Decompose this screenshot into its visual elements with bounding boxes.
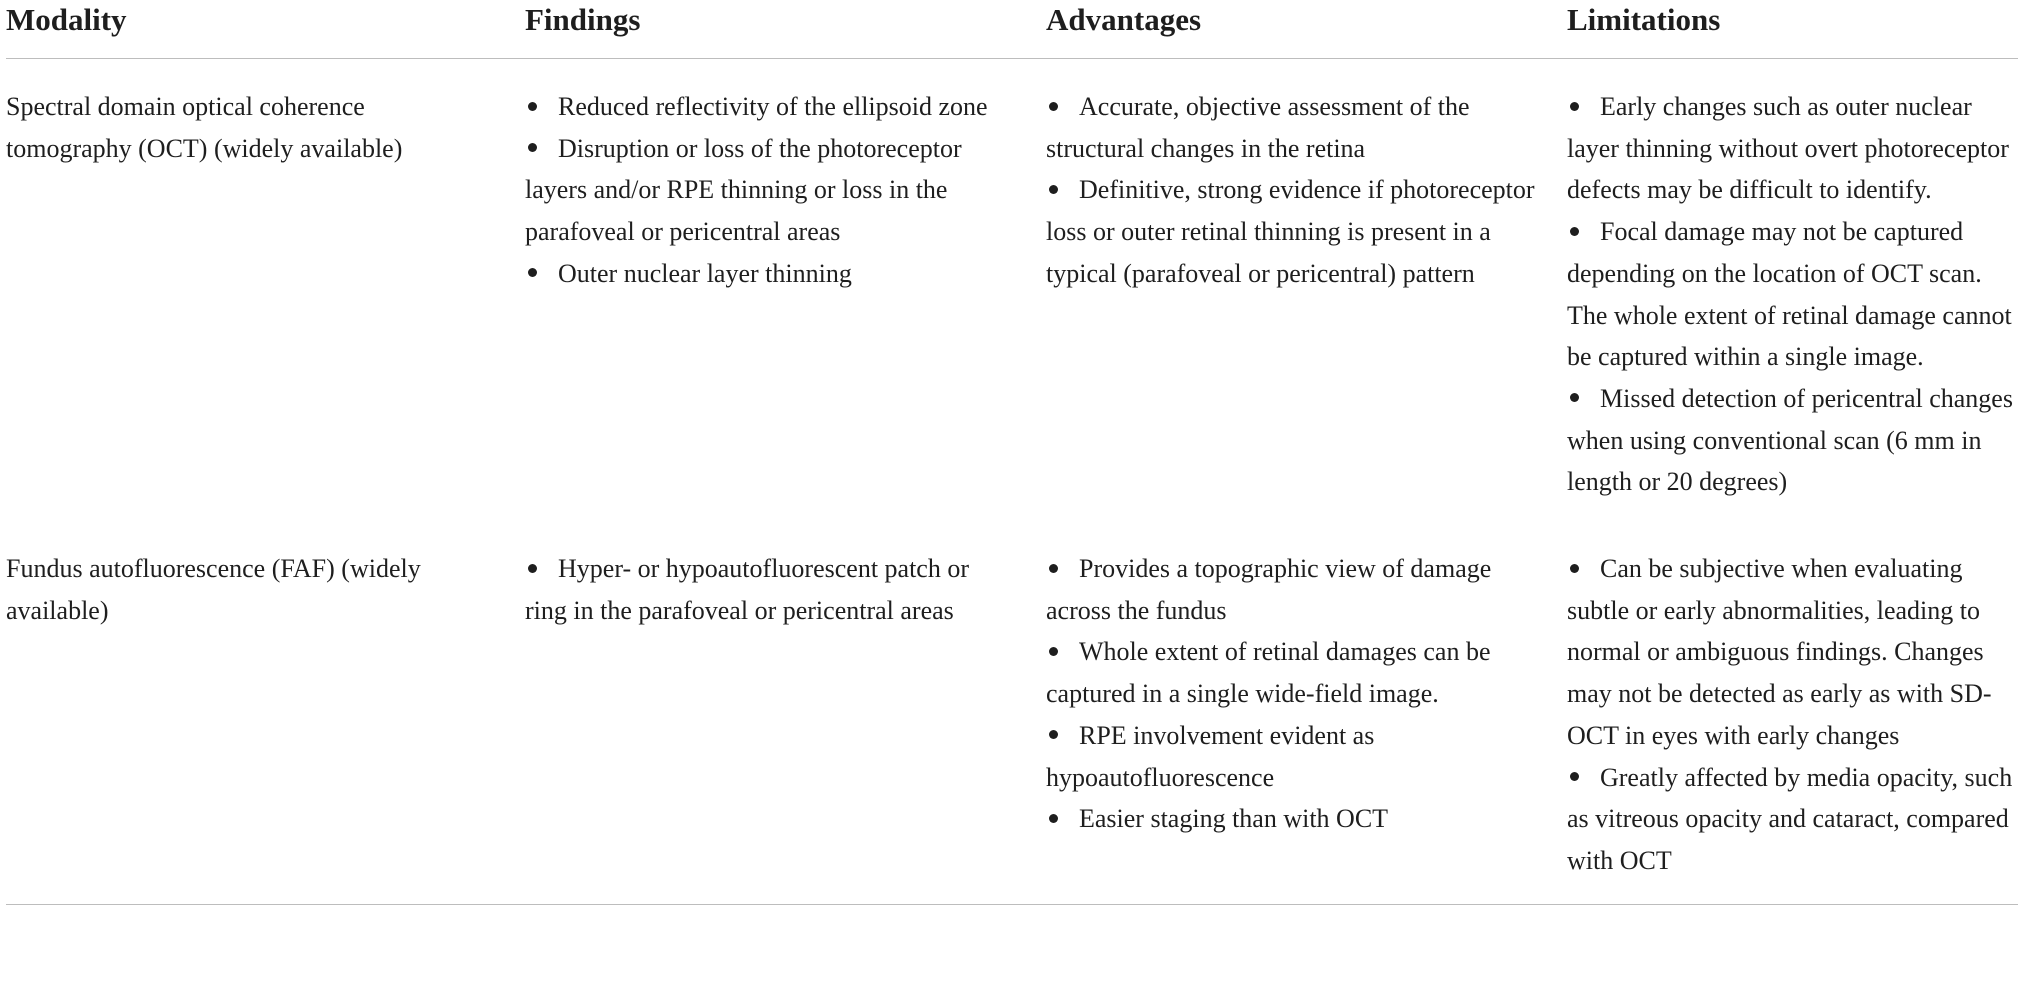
advantages-list (1046, 86, 1567, 295)
bullet-icon (525, 253, 558, 295)
list-item (1567, 378, 2018, 503)
limitations-list (1567, 86, 2018, 503)
list-item-text: Hyper- or hypoautofluorescent patch or ring in the parafoveal or pericentral areas (525, 554, 969, 625)
table-body (6, 59, 2018, 905)
cell-modality (6, 59, 525, 526)
cell-findings (525, 59, 1046, 526)
list-item-text: Focal damage may not be captured depending on the location of OCT scan. The whole extent of retinal damage cannot be captured within a single image. (1567, 217, 2012, 372)
list-item-text: Can be subjective when evaluating subtle or early abnormalities, leading to normal or ambiguous findings. Changes may not be detected as early as with SD-OCT in eyes with early changes (1567, 554, 1992, 750)
list-item (1046, 631, 1537, 714)
list-item-text: Provides a topographic view of damage across the fundus (1046, 554, 1492, 625)
list-item-text: Missed detection of pericentral changes when using conventional scan (6 mm in length or 20 degrees) (1567, 383, 2013, 497)
list-item-text: Outer nuclear layer thinning (558, 258, 852, 288)
list-item-text: Whole extent of retinal damages can be captured in a single wide-field image. (1046, 637, 1491, 709)
bullet-icon (1046, 798, 1079, 840)
cell-advantages (1046, 525, 1567, 904)
advantages-list (1046, 548, 1567, 840)
list-item (1046, 86, 1537, 169)
list-item (525, 548, 1016, 631)
limitations-list (1567, 548, 2018, 882)
findings-list (525, 86, 1046, 295)
bullet-icon (1567, 86, 1600, 128)
table-row-faf (6, 525, 2018, 904)
list-item (1567, 86, 2018, 211)
list-item (525, 128, 1016, 253)
modality-text: Spectral domain optical coherence tomography (OCT) (widely available) (6, 92, 403, 163)
list-item-text: Greatly affected by media opacity, such as vitreous opacity and cataract, compared with OCT (1567, 762, 2013, 875)
bullet-icon (1046, 631, 1079, 673)
bullet-icon (1046, 548, 1079, 590)
list-item (1046, 169, 1537, 294)
imaging-modality-table (6, 0, 2018, 905)
list-item (525, 253, 1016, 295)
table-row-oct (6, 59, 2018, 526)
list-item (1046, 715, 1537, 798)
table-header (6, 0, 2018, 59)
cell-limitations (1567, 59, 2018, 526)
list-item (1567, 211, 2018, 378)
list-item (1046, 548, 1537, 631)
cell-advantages (1046, 59, 1567, 526)
bullet-icon (1567, 211, 1600, 253)
modality-text: Fundus autofluorescence (FAF) (widely available) (6, 554, 421, 625)
list-item-text: Definitive, strong evidence if photoreceptor loss or outer retinal thinning is present in a typical (parafoveal or pericentral) pattern (1046, 175, 1535, 288)
bullet-icon (525, 128, 558, 170)
header-limitations: Limitations (1567, 0, 2018, 59)
cell-modality (6, 525, 525, 904)
bullet-icon (1567, 757, 1600, 799)
list-item-text: RPE involvement evident as hypoautofluorescence (1046, 720, 1375, 792)
bullet-icon (1046, 86, 1079, 128)
list-item (1567, 548, 2018, 757)
bullet-icon (525, 548, 558, 590)
bullet-icon (525, 86, 558, 128)
list-item (1046, 798, 1537, 840)
list-item-text: Early changes such as outer nuclear layer thinning without overt photoreceptor defects may be difficult to identify. (1567, 92, 2009, 205)
list-item-text: Disruption or loss of the photoreceptor layers and/or RPE thinning or loss in the parafoveal or pericentral areas (525, 133, 962, 247)
cell-findings (525, 525, 1046, 904)
list-item (525, 86, 1016, 128)
bullet-icon (1567, 548, 1600, 590)
list-item-text: Reduced reflectivity of the ellipsoid zone (558, 92, 988, 121)
findings-list (525, 548, 1046, 631)
header-modality: Modality (6, 0, 525, 59)
header-advantages: Advantages (1046, 0, 1567, 59)
header-row (6, 0, 2018, 59)
bullet-icon (1567, 378, 1600, 420)
bullet-icon (1046, 169, 1079, 211)
header-findings: Findings (525, 0, 1046, 59)
cell-limitations (1567, 525, 2018, 904)
list-item-text: Easier staging than with OCT (1079, 804, 1389, 834)
list-item-text: Accurate, objective assessment of the structural changes in the retina (1046, 92, 1470, 163)
bullet-icon (1046, 715, 1079, 757)
list-item (1567, 757, 2018, 882)
